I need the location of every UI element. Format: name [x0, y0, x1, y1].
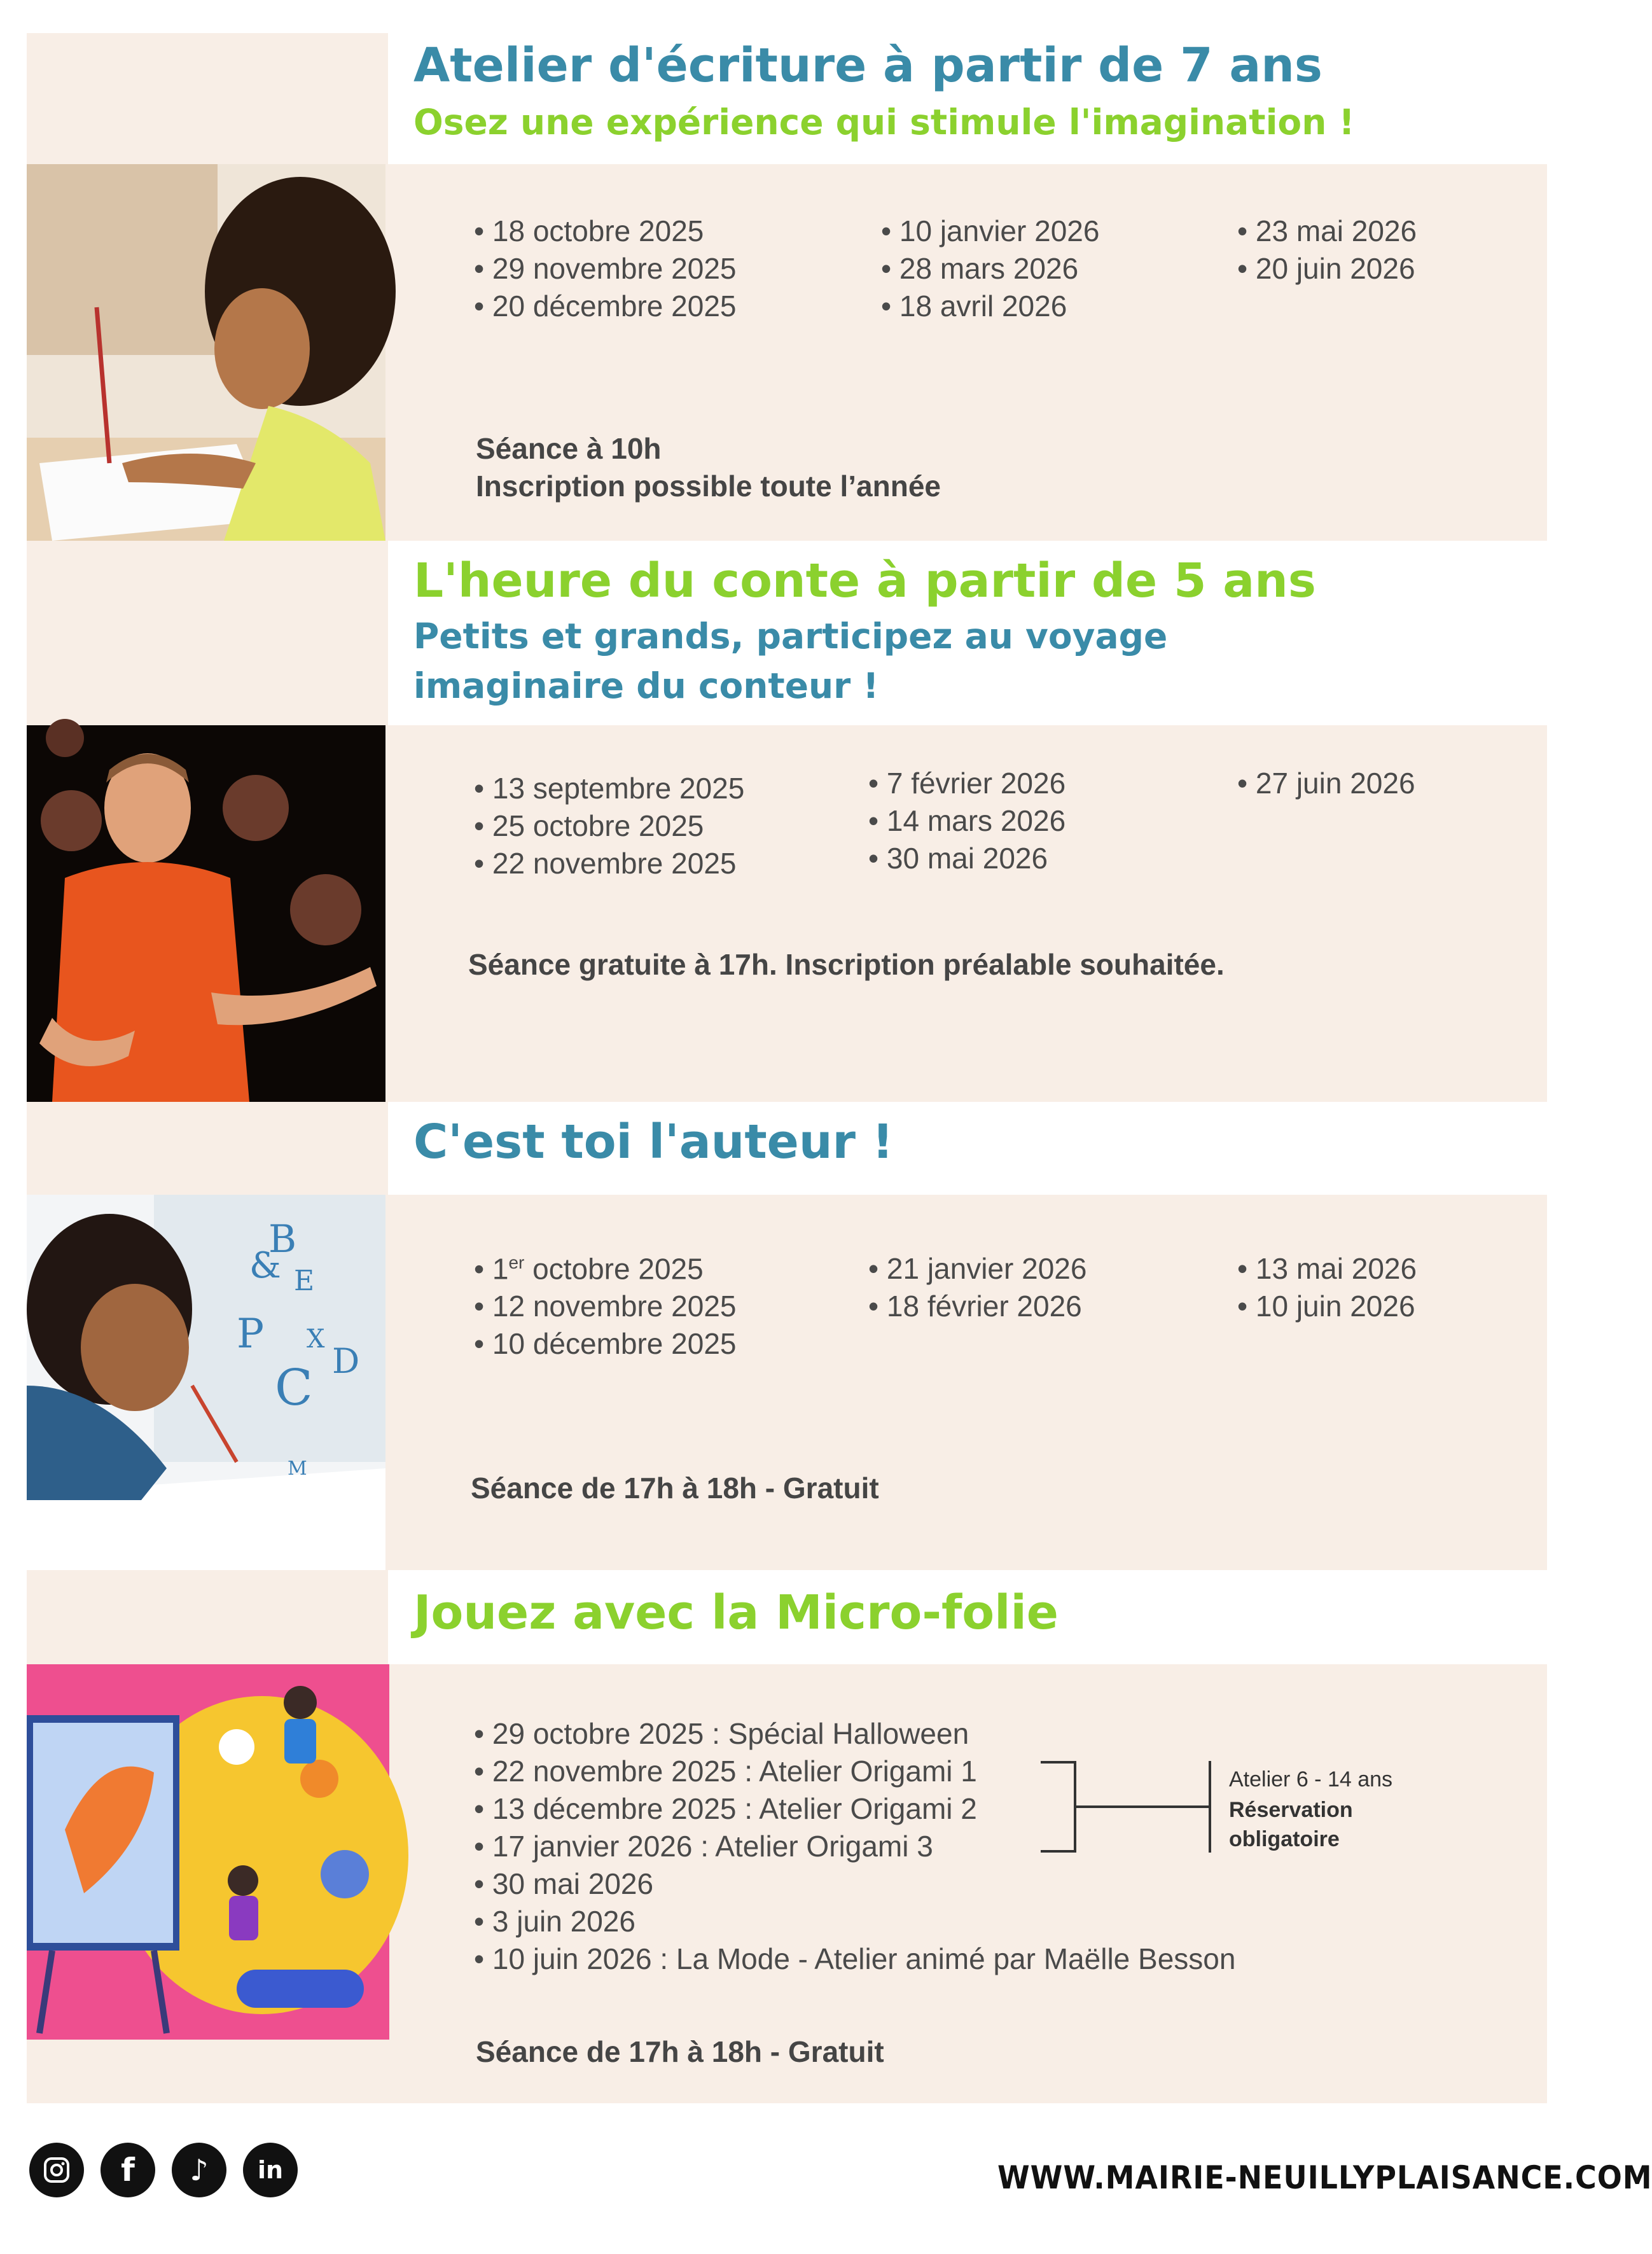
date-item: • 20 décembre 2025	[474, 289, 737, 323]
date-item: • 22 novembre 2025 : Atelier Origami 1	[474, 1755, 977, 1788]
section1-dates-col2	[881, 212, 1099, 325]
date-item: • 18 octobre 2025	[474, 214, 704, 247]
date-item: • 10 janvier 2026	[881, 214, 1100, 247]
section2-photo-storyteller	[27, 725, 385, 1102]
date-item: • 7 février 2026	[868, 767, 1066, 800]
date-suffix: octobre 2025	[524, 1252, 704, 1286]
tiktok-link[interactable]	[172, 2143, 226, 2197]
date-item: • 22 novembre 2025	[474, 847, 737, 880]
linkedin-icon: in	[257, 2156, 284, 2184]
date-item: • 10 juin 2026	[1237, 1290, 1415, 1323]
section1-note-registration: Inscription possible toute l’année	[476, 470, 941, 503]
date-item: • 12 novembre 2025	[474, 1290, 737, 1323]
date-item: • 30 mai 2026	[868, 842, 1048, 875]
date-ordinal: er	[508, 1253, 525, 1272]
date-item: • 14 mars 2026	[868, 804, 1066, 837]
svg-text:M: M	[288, 1457, 307, 1480]
date-item: • 30 mai 2026	[474, 1867, 654, 1900]
section2-dates-col2	[868, 765, 1065, 877]
svg-text:P: P	[237, 1311, 265, 1358]
instagram-link[interactable]	[29, 2143, 84, 2197]
origami-bracket	[1037, 1756, 1215, 1858]
section2-left-band	[27, 541, 388, 725]
section3-dates-col2	[868, 1250, 1086, 1325]
date-item: • 18 avril 2026	[881, 289, 1067, 323]
date-item: • 27 juin 2026	[1237, 767, 1415, 800]
date-item: • 13 mai 2026	[1237, 1252, 1417, 1285]
svg-text:B: B	[268, 1217, 297, 1262]
section1-left-band	[27, 33, 388, 164]
tiktok-icon: ♪	[190, 2153, 209, 2187]
section1-subtitle: Osez une expérience qui stimule l'imagination !	[413, 102, 1355, 143]
date-item: • 13 septembre 2025	[474, 772, 745, 805]
section1-dates-col3	[1237, 212, 1417, 288]
section3-title: C'est toi l'auteur !	[413, 1115, 894, 1169]
date-item: • 25 octobre 2025	[474, 809, 704, 842]
section2-dates-col1	[474, 770, 744, 882]
date-item: • 21 janvier 2026	[868, 1252, 1087, 1285]
section3-dates-col3	[1237, 1250, 1417, 1325]
facebook-icon: f	[121, 2152, 135, 2188]
section1-title: Atelier d'écriture à partir de 7 ans	[413, 38, 1322, 93]
section2-note: Séance gratuite à 17h. Inscription préalable souhaitée.	[468, 948, 1225, 981]
svg-text:E: E	[294, 1265, 315, 1297]
section1-dates-col1	[474, 212, 737, 325]
linkedin-link[interactable]	[243, 2143, 298, 2197]
instagram-icon	[29, 2143, 84, 2197]
date-item: • 17 janvier 2026 : Atelier Origami 3	[474, 1830, 933, 1863]
date-item: • 20 juin 2026	[1237, 252, 1415, 285]
svg-text:D: D	[332, 1341, 360, 1381]
svg-text:&: &	[249, 1245, 281, 1286]
date-item: • 3 juin 2026	[474, 1905, 635, 1938]
date-item: • 29 novembre 2025	[474, 252, 737, 285]
date-item: • 10 décembre 2025	[474, 1327, 737, 1361]
section1-note-time: Séance à 10h	[476, 432, 662, 465]
bracket-age-label: Atelier 6 - 14 ans	[1229, 1767, 1393, 1791]
date-item: • 28 mars 2026	[881, 252, 1079, 285]
section2-dates-col3	[1237, 765, 1415, 802]
date-item: • 29 octobre 2025 : Spécial Halloween	[474, 1717, 969, 1750]
section2-subtitle-line1: Petits et grands, participez au voyage	[413, 616, 1168, 657]
date-item: • 23 mai 2026	[1237, 214, 1417, 247]
bracket-reservation-line1: Réservation	[1229, 1798, 1353, 1822]
svg-text:C: C	[275, 1360, 313, 1417]
section3-note: Séance de 17h à 18h - Gratuit	[471, 1471, 879, 1505]
website-link[interactable]: WWW.MAIRIE-NEUILLYPLAISANCE.COM	[997, 2159, 1652, 2196]
date-item-first	[474, 1244, 737, 1288]
section4-illustration-painting	[27, 1664, 389, 2040]
date-item: • 10 juin 2026 : La Mode - Atelier animé par Maëlle Besson	[474, 1942, 1236, 1975]
section4-left-band	[27, 1570, 388, 1664]
date-item: • 18 février 2026	[868, 1290, 1082, 1323]
section3-left-band	[27, 1102, 388, 1195]
date-item: • 13 décembre 2025 : Atelier Origami 2	[474, 1792, 977, 1825]
date-prefix: • 1	[474, 1252, 509, 1286]
section3-photo-girl-letters	[27, 1195, 385, 1570]
section2-subtitle-line2: imaginaire du conteur !	[413, 665, 879, 706]
section4-title: Jouez avec la Micro-folie	[413, 1585, 1059, 1640]
section1-photo-girl-writing	[27, 164, 385, 541]
svg-text:X: X	[307, 1325, 325, 1354]
facebook-link[interactable]	[101, 2143, 155, 2197]
section3-dates-col1	[474, 1244, 737, 1363]
section2-title: L'heure du conte à partir de 5 ans	[413, 553, 1316, 608]
section4-note: Séance de 17h à 18h - Gratuit	[476, 2035, 884, 2068]
bracket-reservation-line2: obligatoire	[1229, 1827, 1340, 1851]
